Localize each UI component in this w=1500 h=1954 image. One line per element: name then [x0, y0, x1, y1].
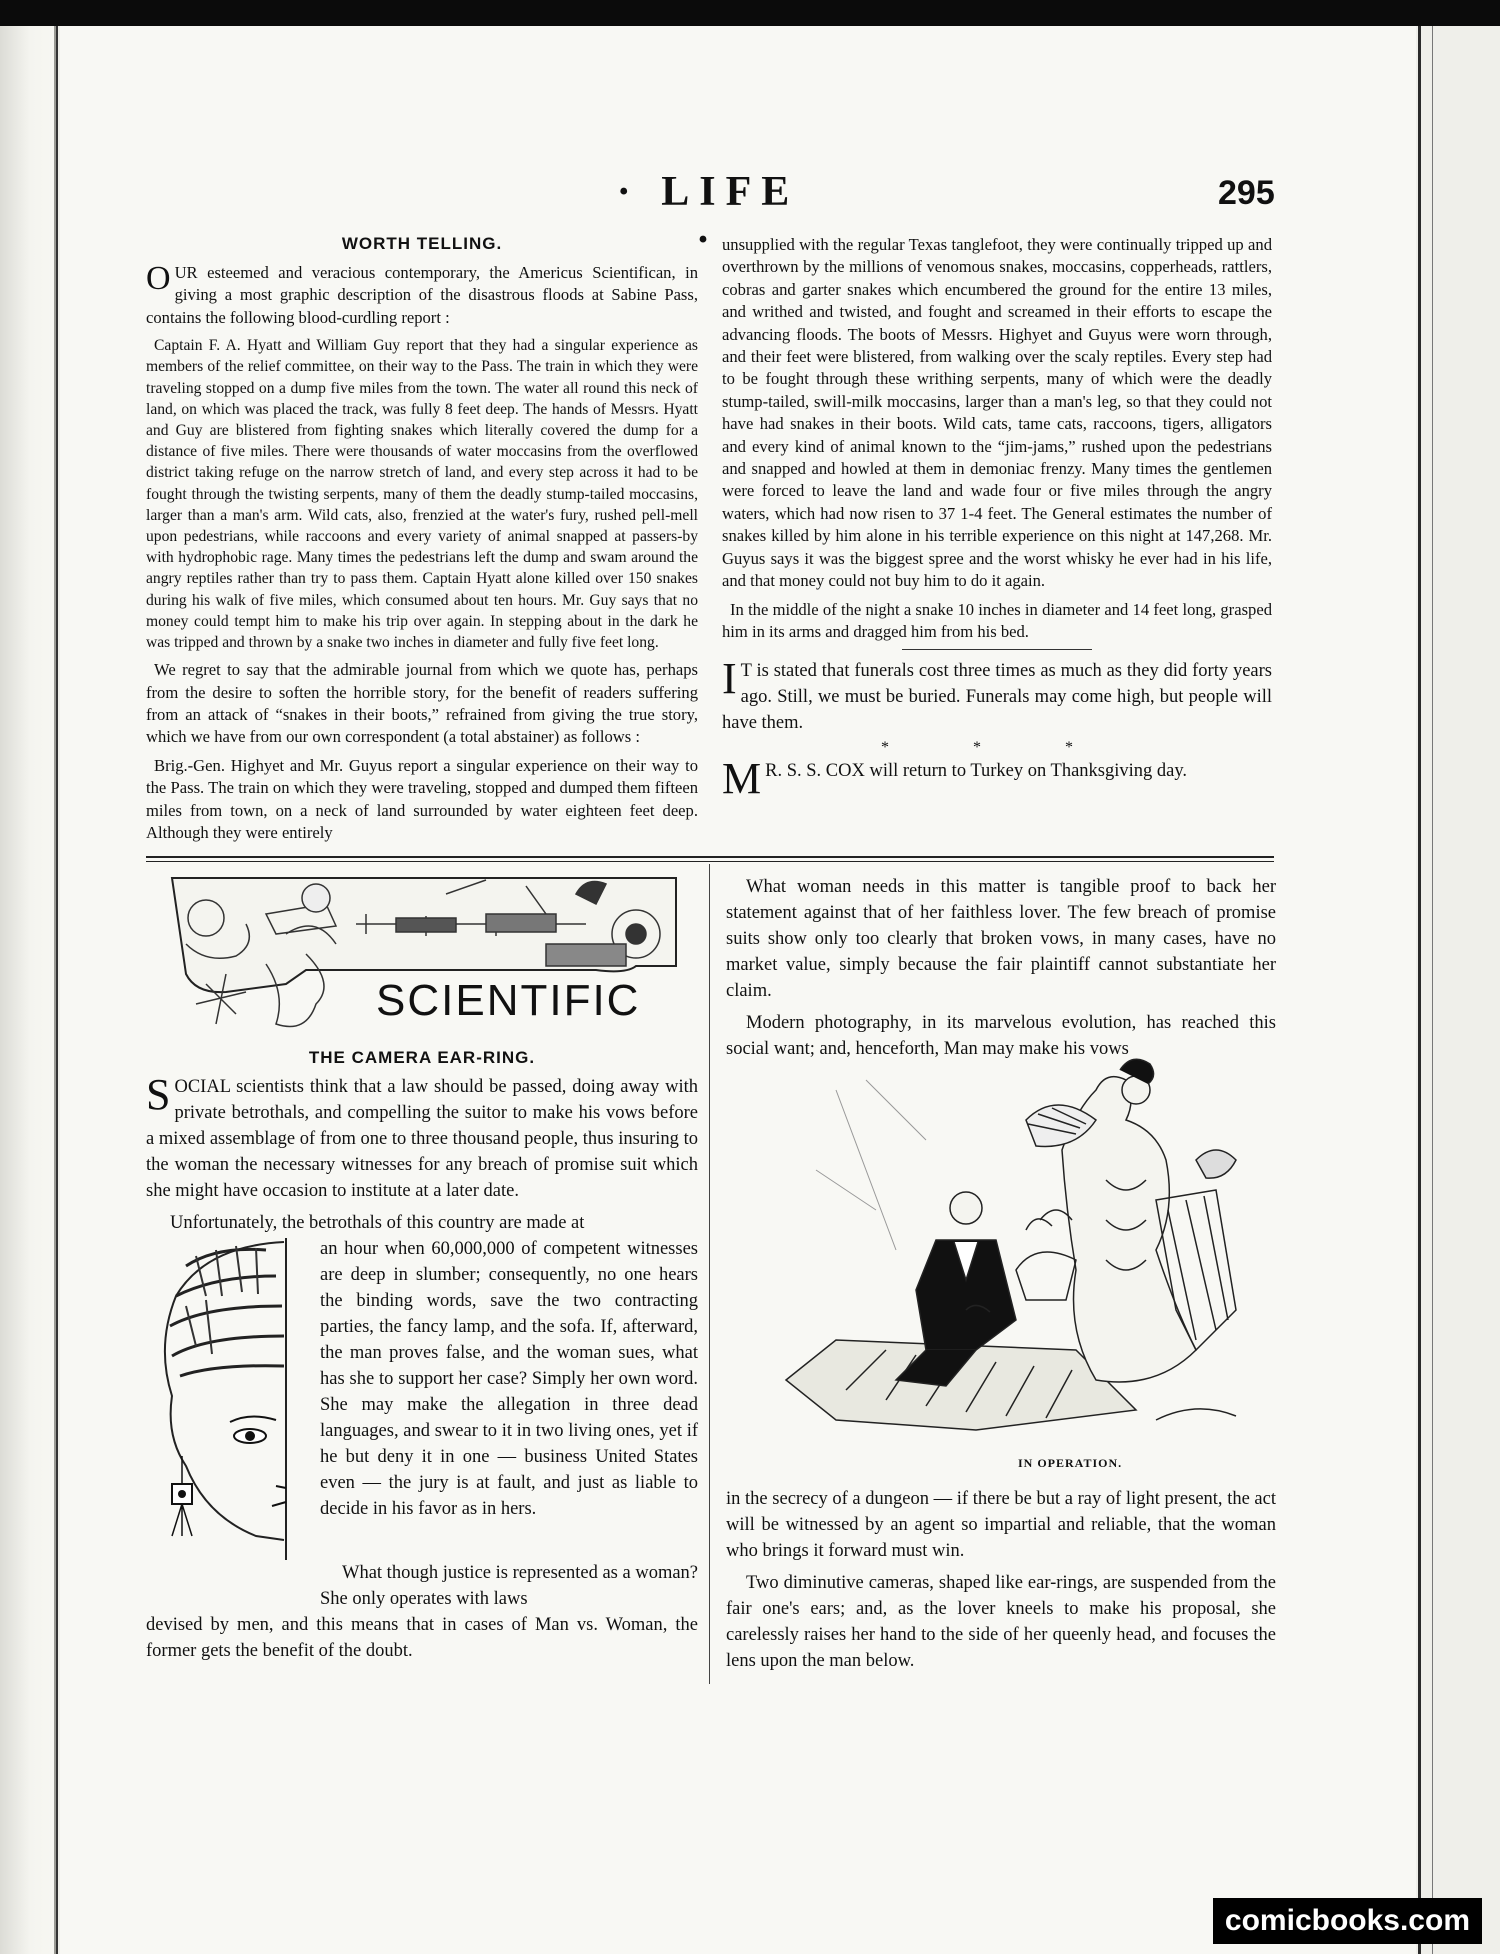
dungeon-paragraph: in the secrecy of a dungeon — if there be but a ray of light present, the act will be witnessed by an agent so impartial and reliable, that the woman who brings it forward must win.: [726, 1489, 1276, 1561]
unfortunately-lead: Unfortunately, the betrothals of this country are made at: [170, 1213, 585, 1233]
section-rule-top: [146, 856, 1274, 858]
dropcap-s: S: [146, 1070, 171, 1119]
camera-earring-right-lower: [726, 1486, 1276, 1680]
dropcap-i: I: [722, 654, 737, 704]
dropcap-m: M: [722, 754, 762, 804]
column-divider: [709, 864, 710, 1684]
camera-earring-column: [146, 1048, 698, 1670]
scientific-banner-title: SCIENTIFIC: [376, 976, 641, 1025]
page-right-edge: [1418, 26, 1500, 1954]
camera-earring-title: THE CAMERA EAR-RING.: [308, 1048, 536, 1067]
binding-gutter-line: [56, 26, 58, 1954]
previous-page-edge: [0, 26, 56, 1954]
dropcap-o: O: [146, 260, 171, 297]
true-story-continued: unsupplied with the regular Texas tanglefoot, they were continually tripped up and overthrown by the millions of venomous snakes, moccasins, copperheads, rattlers, cobras and garter snakes which encumbered the ground for the entire 13 miles, and writhed and twisted, and fought and screamed in their efforts to escape the advancing floods. The boots of Messrs. Highyet and Guyus were worn through, and their feet were blistered, from walking over the scaly reptiles. Every step had to be fought through these writhing serpents, many of which were the deadly stump-tailed, swill-milk moccasins, larger than a man's leg, so that they could not have had snakes in their boots. Wild cats, tame cats, raccoons, tigers, alligators and every kind of animal known to the “jim-jams,” rushed upon the pedestrians and snapped and howled at them in demoniac frenzy. Many times the gentlemen were forced to leave the land and wade four or five miles through the angry waters, which had now risen to 37 1-4 feet. The General estimates the number of snakes killed by him alone in his terrible experience on this night at 147,268. Mr. Guyus says it was the biggest spree and the worst whisky he ever had in his life, and that money could not buy him to do it again.: [722, 235, 1272, 591]
cox-text: R. S. S. COX will return to Turkey on Thanksgiving day.: [765, 761, 1188, 782]
regret-paragraph: We regret to say that the admirable journal from which we quote has, perhaps from the desire to soften the horrible story, for the benefit of readers suffering from an attack of “snakes in their boots,” refrained from giving the true story, which we have from our own correspondent (a total abstainer) as follows :: [146, 660, 698, 747]
justice-rest-text: devised by men, and this means that in cases of Man vs. Woman, the former gets the benefit of the doubt.: [146, 1615, 698, 1661]
worth-telling-title: WORTH TELLING.: [341, 234, 503, 253]
justice-wrap-text: What though justice is represented as a woman? She only operates with laws: [320, 1563, 699, 1609]
social-scientists-paragraph: [146, 1070, 698, 1204]
worth-telling-column: [146, 234, 698, 851]
two-cameras-paragraph: Two diminutive cameras, shaped like ear-rings, are suspended from the fair one's ears; and, as the lover kneels to make his proposal, she carelessly raises her hand to the side of her queenly head, and focuses the lens upon the man below.: [726, 1573, 1276, 1671]
star-separator: * * *: [881, 739, 1113, 757]
betrothal-wrap-text: an hour when 60,000,000 of competent witnesses are deep in slumber; consequently, no one hears the binding words, save the two contracting parties, the fancy lamp, and the sofa. If, afterward, the man proves false, and the woman sues, what has she to support her case? Simply her own word. She may make the allegation in three dead languages, and swear to it in two living ones, yet if he but deny it in one — business United States even — the jury is at fault, and just as liable to decide in his favor as in hers.: [320, 1239, 698, 1519]
worth-telling-intro: [146, 262, 698, 329]
wrap-area: [146, 1236, 698, 1560]
top-black-border: [0, 0, 1500, 26]
hyatt-report-paragraph: Captain F. A. Hyatt and William Guy report that they had a singular experience as members of the relief committee, on their way to the Pass. The train in which they were traveling stopped on a dump five miles from the town. The water all round this neck of land, on which was placed the track, was fully 8 feet deep. The hands of Messrs. Hyatt and Guy are blistered from fighting snakes which literally covered the dump for a distance of five miles. There were thousands of water moccasins from the overflowed district taking refuge on the narrow stretch of land, and every step across it had to be fought through the twisting serpents, many of them the deadly stump-tailed moccasins, larger than a man's arm. Wild cats, also, frenzied at the water's fury, rushed pell-mell upon pedestrians, while raccoons and every variety of animal snapped at passers-by with hydrophobic rage. Many times the pedestrians left the dump and swam around the angry reptiles rather than try to pass them. Captain Hyatt alone killed over 150 snakes during his walk of five miles, which consumed about ten hours. Mr. Guy says that no money could tempt him to make his trip over again. In stepping about in the dark he was tripped and thrown by a snake two inches in diameter and fully five feet long.: [146, 337, 698, 652]
section-rule-bottom: [146, 861, 1274, 862]
modern-photography-paragraph: Modern photography, in its marvelous evolution, has reached this social want; and, henceforth, Man may make his vows: [726, 1013, 1276, 1059]
masthead-title: · LIFE ·: [616, 169, 800, 263]
page-number: 295: [1218, 174, 1275, 212]
middle-night-paragraph: In the middle of the night a snake 10 inches in diameter and 14 feet long, grasped him in its arms and dragged him from his bed.: [722, 599, 1272, 641]
short-rule: [902, 649, 1092, 650]
watermark-badge: comicbooks.com: [1213, 1898, 1482, 1944]
illustration-caption: IN OPERATION.: [1018, 1456, 1123, 1470]
true-story-paragraph: Brig.-Gen. Highyet and Mr. Guyus report a singular experience on their way to the Pass. The train on which they were traveling, stopped and dumped them fifteen miles from town, on a neck of land surrounded by water eighteen feet deep. Although they were entirely: [146, 755, 698, 843]
camera-earring-right-column: [726, 874, 1276, 1068]
in-operation-illustration: [776, 1050, 1256, 1450]
tangible-proof-paragraph: What woman needs in this matter is tangible proof to back her statement against that of her faithless lover. The few breach of promise suits show only too clearly that broken vows, in many cases, have no market value, simply because the fair plaintiff cannot substantiate her claim.: [726, 877, 1276, 1001]
woman-face-illustration: [146, 1236, 296, 1560]
cox-paragraph: [722, 754, 1272, 804]
funerals-text: T is stated that funerals cost three times as much as they did forty years ago. Still, we must be buried. Funerals may come high, but people will have them.: [722, 661, 1272, 734]
page-right-edge-line: [1432, 26, 1433, 1954]
social-text: OCIAL scientists think that a law should be passed, doing away with private betrothals, and compelling the suitor to make his vows before a mixed assemblage of from one to three thousand people, thus insuring to the woman the necessary witnesses for any breach of promise suit which she might have occasion to institute at a later date.: [146, 1077, 698, 1201]
true-story-column: [722, 234, 1272, 804]
funerals-paragraph: [722, 654, 1272, 736]
intro-text: UR esteemed and veracious contemporary, the Americus Scientifican, in giving a most graphic description of the disastrous floods at Sabine Pass, contains the following blood-curdling report :: [146, 263, 698, 327]
